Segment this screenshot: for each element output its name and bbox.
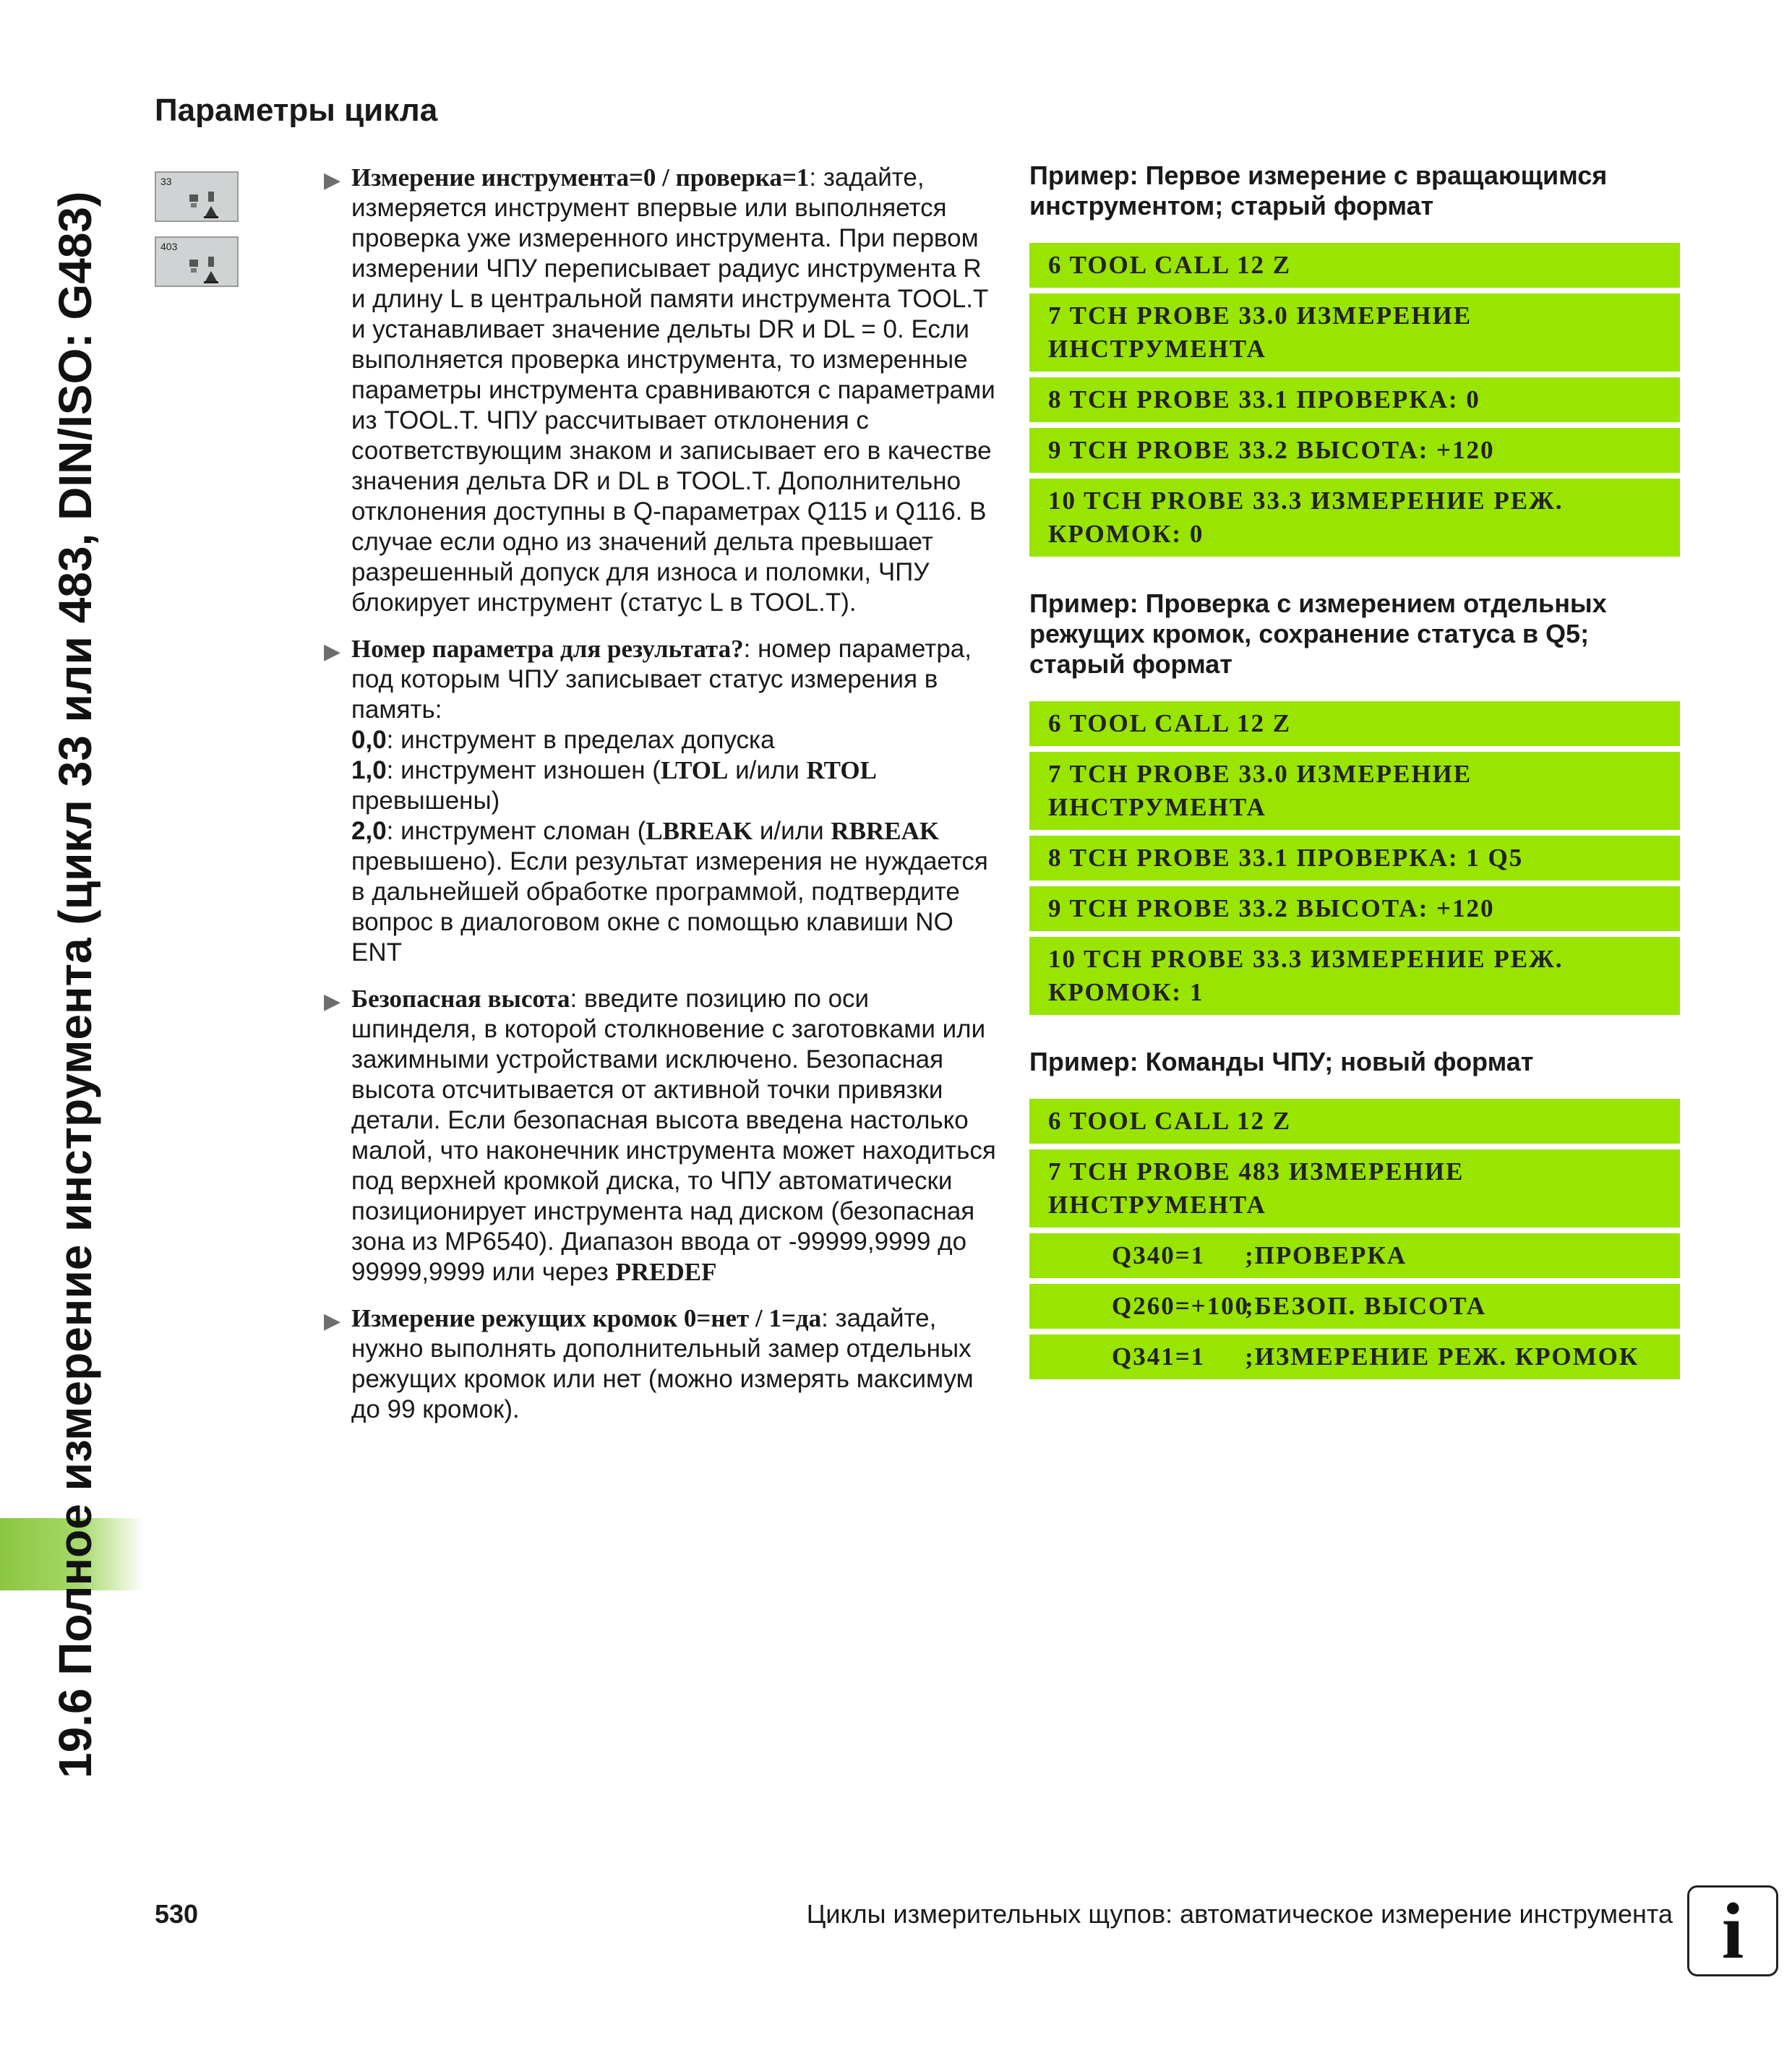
parameter-description: : задайте, измеряется инструмент впервые или выполняется проверка уже измеренного инструмента. При первом измерении ЧПУ переписывает радиус инструмента R и длину L в центральной памяти инструмента TOOL.T и устанавливает значение дельты DR и DL = 0. Если выполняется проверка инструмента, то измеренные параметры инструмента сравниваются с параметрами из TOOL.T. ЧПУ рассчитывает отклонения с соответствующим знаком и записывает его в качестве значения дельта DR и DL в TOOL.T. Дополнительно отклонения доступны в Q-параметрах Q115 и Q116. В случае если одно из значений дельта превышает разрешенный допуск для износа и поломки, ЧПУ блокирует инструмент (статус L в TOOL.T). (351, 163, 995, 617)
parameter-list (324, 163, 996, 1441)
example-title: Пример: Первое измерение с вращающимся инструментом; старый формат (1029, 160, 1608, 220)
status-option-worn: 1,0: инструмент изношен (LTOL и/или RTOL превышены) (351, 756, 877, 815)
parameter-safety-height (324, 984, 996, 1288)
q-parameter: Q341=1 (1112, 1342, 1206, 1371)
nc-code-q-line (1029, 1334, 1680, 1379)
status-option-ok: 0,0: инструмент в пределах допуска (351, 726, 775, 754)
page-number: 530 (155, 1899, 199, 1929)
bullet-triangle-icon: ▶ (324, 1309, 341, 1333)
chapter-side-title: 19.6 Полное измерение инструмента (цикл 33 или 483, DIN/ISO: G483) (49, 191, 101, 1778)
parameter-description: : номер параметра, под которым ЧПУ записывает статус измерения в память: (351, 635, 972, 724)
parameter-description: : задайте, нужно выполнять дополнительный замер отдельных режущих кромок или нет (можно измерять максимум до 99 кромок). (351, 1304, 974, 1423)
nc-code-block (1029, 1099, 1680, 1379)
nc-code-q-line (1029, 1233, 1680, 1278)
parameter-label: Измерение инструмента=0 / проверка=1 (351, 163, 810, 192)
cycle-number: 403 (160, 241, 178, 252)
bullet-triangle-icon: ▶ (324, 990, 341, 1014)
q-comment: ;ИЗМЕРЕНИЕ РЕЖ. КРОМОК (1245, 1342, 1639, 1371)
predef-keyword: PREDEF (615, 1258, 717, 1286)
examples-column (1029, 160, 1680, 1411)
example-title: Пример: Проверка с измерением отдельных режущих кромок, сохранение статуса в Q5; старый формат (1029, 588, 1607, 679)
parameter-label: Номер параметра для результата? (351, 635, 744, 663)
cycle-403-softkey-icon (155, 236, 239, 287)
q-comment: ;БЕЗОП. ВЫСОТА (1245, 1292, 1487, 1320)
nc-code-block (1029, 243, 1680, 557)
nc-code-line: 10 TCH PROBE 33.3 ИЗМЕРЕНИЕ РЕЖ. КРОМОК: 0 (1029, 479, 1680, 557)
nc-code-line: 8 TCH PROBE 33.1 ПРОВЕРКА: 0 (1029, 377, 1680, 422)
q-parameter: Q340=1 (1112, 1241, 1206, 1269)
bullet-triangle-icon: ▶ (324, 168, 341, 192)
nc-code-line: 10 TCH PROBE 33.3 ИЗМЕРЕНИЕ РЕЖ. КРОМОК: 1 (1029, 937, 1680, 1015)
cycle-33-softkey-icon (155, 171, 239, 222)
parameter-measure-or-check (324, 163, 996, 618)
parameter-result-number (324, 634, 996, 968)
tool-probe-icon (187, 190, 221, 219)
q-parameter: Q260=+100 (1112, 1292, 1250, 1320)
nc-code-line: 6 TOOL CALL 12 Z (1029, 701, 1680, 746)
parameter-label: Измерение режущих кромок 0=нет / 1=да (351, 1304, 822, 1332)
nc-code-q-line (1029, 1284, 1680, 1329)
nc-code-line: 7 TCH PROBE 483 ИЗМЕРЕНИЕ ИНСТРУМЕНТА (1029, 1149, 1680, 1227)
nc-code-line: 7 TCH PROBE 33.0 ИЗМЕРЕНИЕ ИНСТРУМЕНТА (1029, 294, 1680, 372)
cycle-number: 33 (160, 176, 172, 187)
section-title: Параметры цикла (155, 93, 438, 128)
bullet-triangle-icon: ▶ (324, 640, 341, 664)
example-title: Пример: Команды ЧПУ; новый формат (1029, 1047, 1534, 1076)
nc-code-line: 9 TCH PROBE 33.2 ВЫСОТА: +120 (1029, 428, 1680, 473)
q-comment: ;ПРОВЕРКА (1245, 1241, 1407, 1269)
nc-code-line: 8 TCH PROBE 33.1 ПРОВЕРКА: 1 Q5 (1029, 836, 1680, 881)
nc-code-line: 9 TCH PROBE 33.2 ВЫСОТА: +120 (1029, 886, 1680, 931)
tool-probe-icon (187, 255, 221, 284)
parameter-description: : введите позицию по оси шпинделя, в которой столкновение с заготовками или зажимными устройствами исключено. Безопасная высота отсчитывается от активной точки привязки детали. Если безопасная высота введена настолько малой, что наконечник инструмента может находиться под верхней кромкой диска, то ЧПУ автоматически позиционирует инструмента над диском (безопасная зона из MP6540). Диапазон ввода от -99999,9999 до 99999,9999 или через (351, 985, 996, 1286)
nc-code-block (1029, 701, 1680, 1015)
info-icon: i (1687, 1885, 1778, 1976)
nc-code-line: 7 TCH PROBE 33.0 ИЗМЕРЕНИЕ ИНСТРУМЕНТА (1029, 752, 1680, 830)
nc-code-line: 6 TOOL CALL 12 Z (1029, 243, 1680, 288)
parameter-label: Безопасная высота (351, 985, 570, 1013)
nc-code-line: 6 TOOL CALL 12 Z (1029, 1099, 1680, 1144)
parameter-cutting-edges (324, 1303, 996, 1425)
footer-chapter-title: Циклы измерительных щупов: автоматическое измерение инструмента (806, 1899, 1673, 1929)
status-option-broken: 2,0: инструмент сломан (LBREAK и/или RBREAK превышено). Если результат измерения не нуждается в дальнейшей обработке программой, подтвердите вопрос в диалоговом окне с помощью клавиши NO ENT (351, 817, 988, 967)
